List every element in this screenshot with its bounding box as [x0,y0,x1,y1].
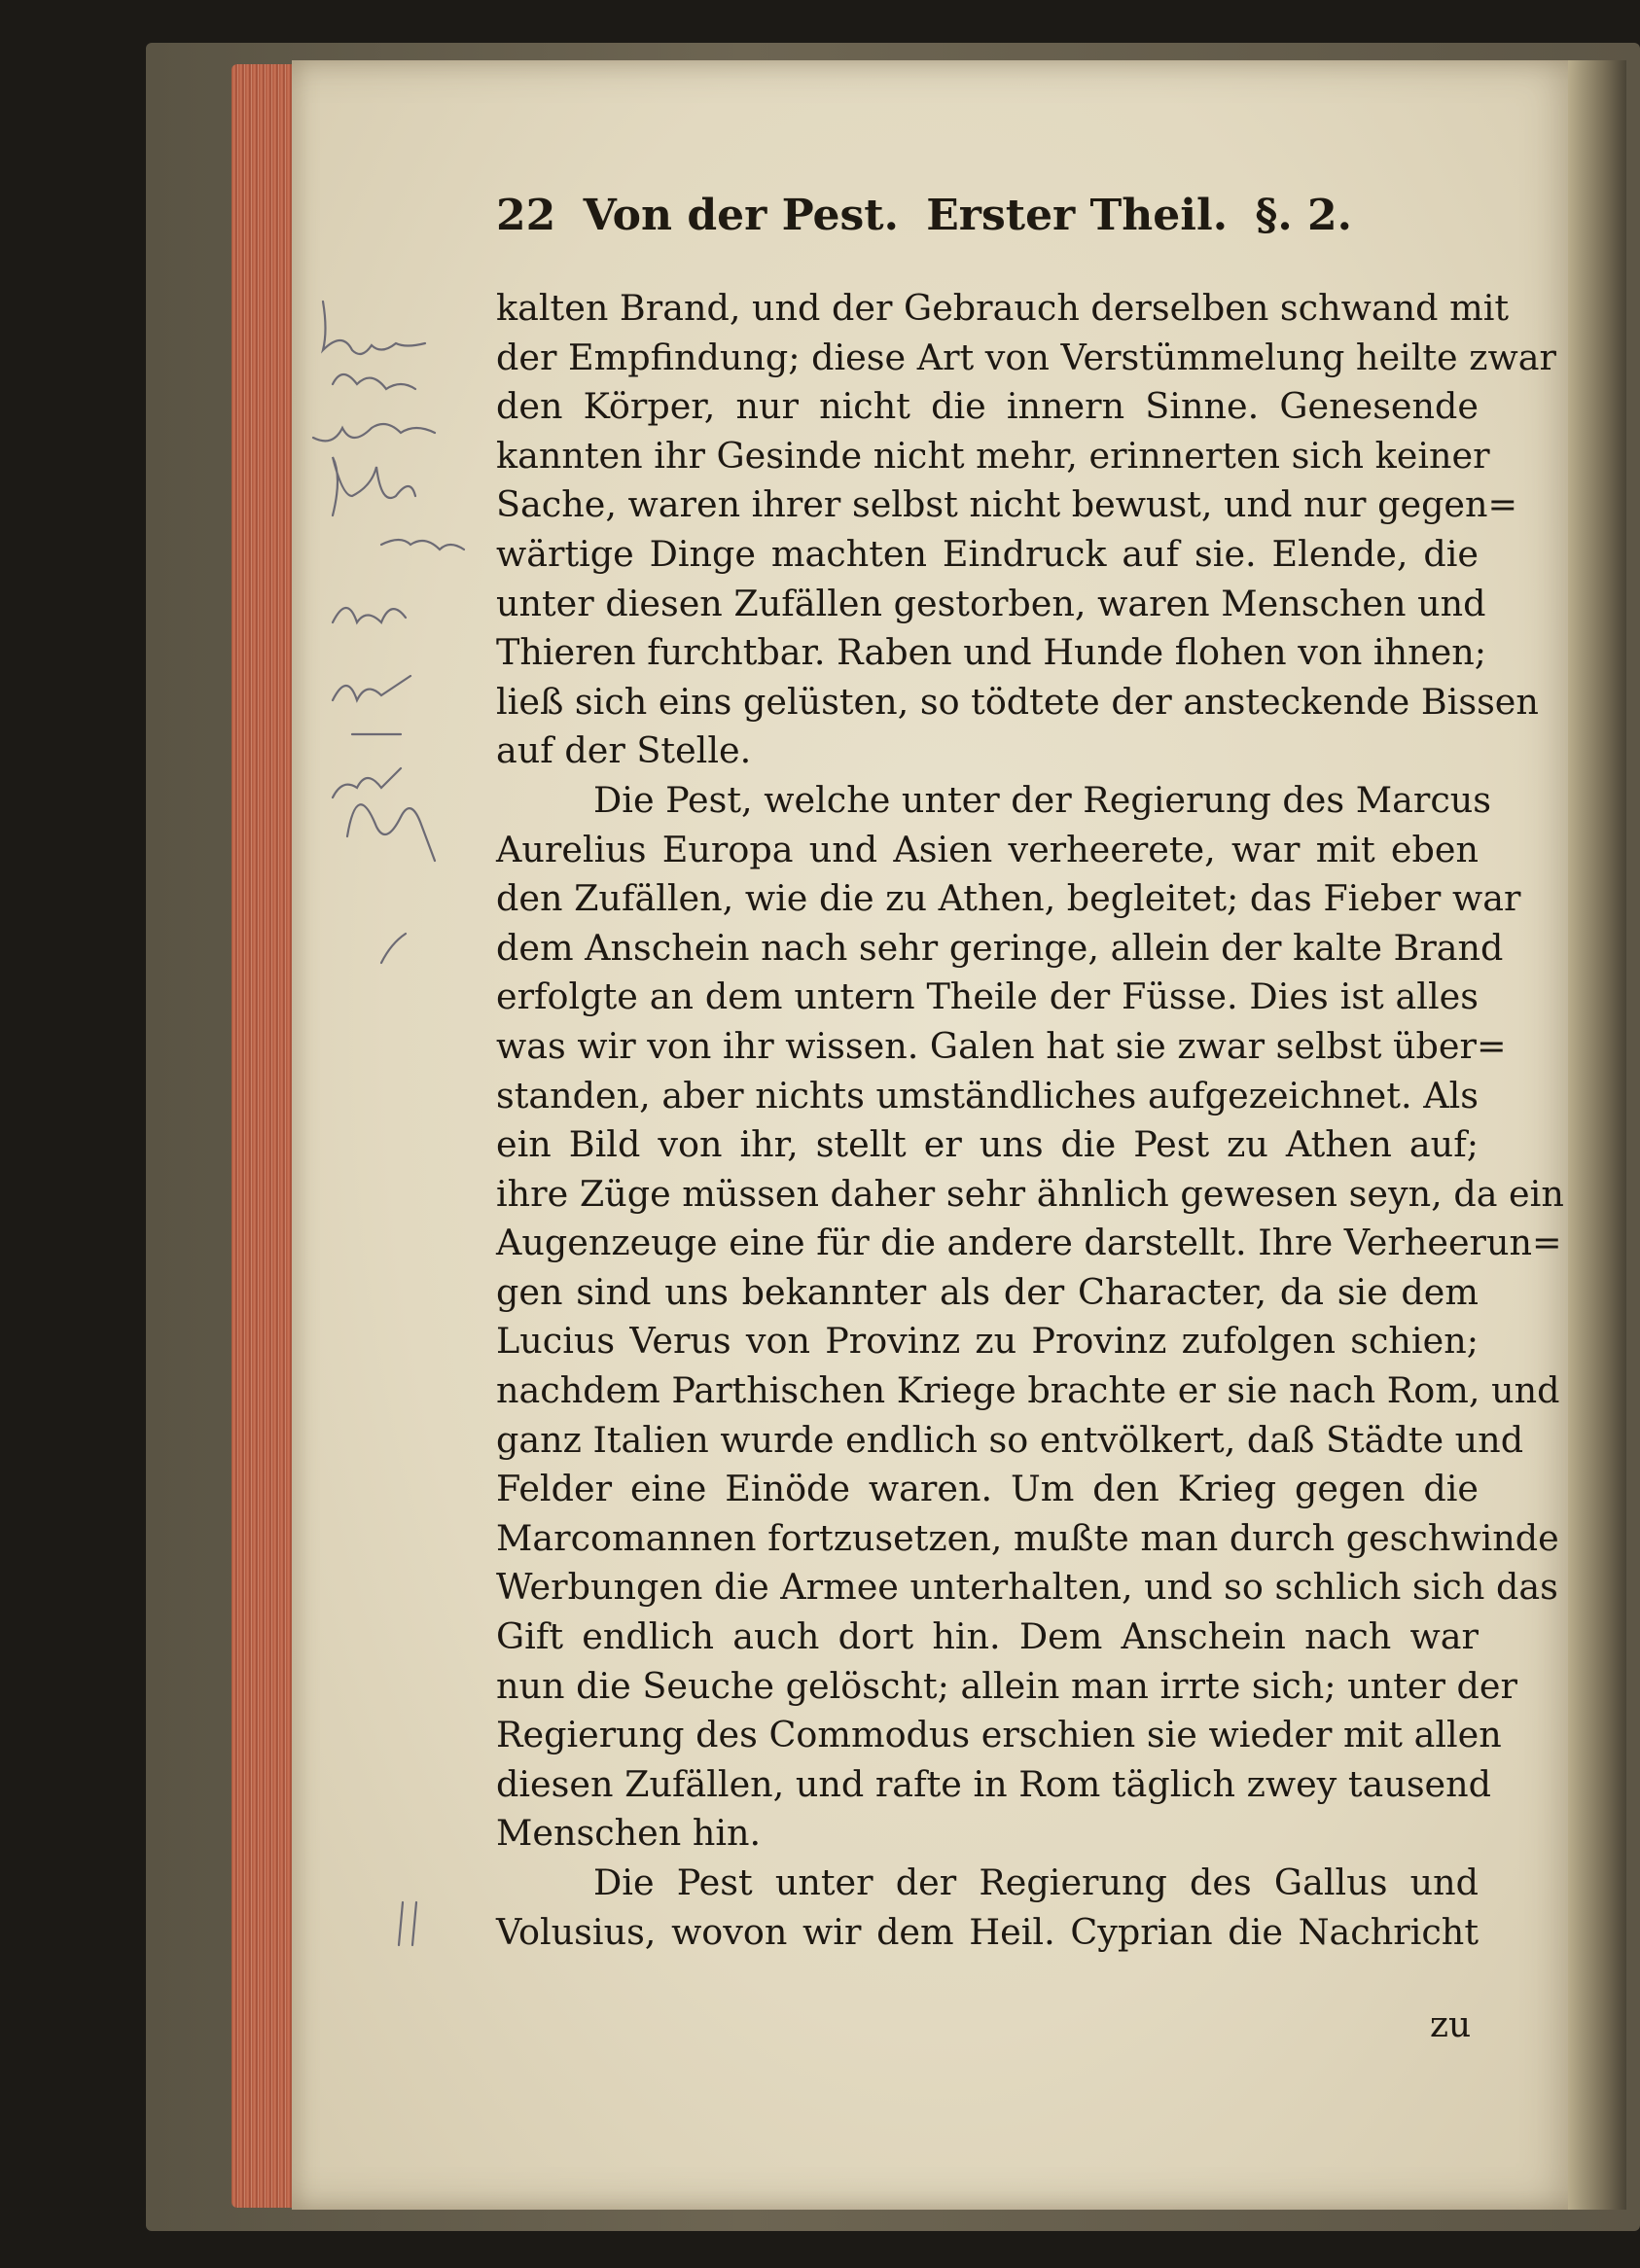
text-line: wärtige Dinge machten Eindruck auf sie. Elende, die [496,532,1479,575]
text-line: Menschen hin. [496,1812,762,1855]
catchword: zu [1430,2005,1472,2045]
running-title: Von der Pest. [583,191,899,240]
text-line: dem Anschein nach sehr geringe, allein der kalte Brand [496,926,1504,969]
text-line: unter diesen Zufällen gestorben, waren Menschen und [496,582,1486,624]
text-line: den Zufällen, wie die zu Athen, begleitet; das Fieber war [496,877,1521,920]
handwritten-margin-notes [303,292,498,973]
text-line: was wir von ihr wissen. Galen hat sie zwar selbst über= [496,1024,1507,1067]
text-line: diesen Zufällen, und rafte in Rom täglich zwey tausend [496,1762,1492,1805]
text-line: Lucius Verus von Provinz zu Provinz zufolgen schien; [496,1320,1479,1363]
text-line: nun die Seuche gelöscht; allein man irrte sich; unter der [496,1664,1517,1707]
text-line: erfolgte an dem untern Theile der Füsse. Dies ist alles [496,975,1479,1018]
running-section: §. 2. [1255,191,1352,240]
text-line: Thieren furchtbar. Raben und Hunde flohen von ihnen; [496,631,1487,674]
text-line: Volusius, wovon wir dem Heil. Cyprian die Nachricht [496,1910,1479,1953]
text-line: den Körper, nur nicht die innern Sinne. Genesende [496,385,1479,428]
running-part: Erster Theil. [926,191,1229,240]
text-line: Aurelius Europa und Asien verheerete, war mit eben [496,828,1479,870]
margin-pencil-mark [391,1895,430,1953]
running-head [496,191,1352,253]
text-line: Felder eine Einöde waren. Um den Krieg gegen die [496,1468,1479,1510]
text-line: Regierung des Commodus erschien sie wieder mit allen [496,1714,1502,1756]
page-number: 22 [496,191,556,240]
text-line: ganz Italien wurde endlich so entvölkert, daß Städte und [496,1418,1524,1461]
text-line: Die Pest unter der Regierung des Gallus und [593,1861,1479,1903]
page-gutter [1568,60,1626,2210]
text-line: gen sind uns bekannter als der Character, da sie dem [496,1270,1479,1313]
text-line: ihre Züge müssen daher sehr ähnlich gewesen seyn, da ein [496,1172,1564,1215]
text-line: Augenzeuge eine für die andere darstellt. Ihre Verheerun= [496,1222,1562,1264]
text-line: Sache, waren ihrer selbst nicht bewust, und nur gegen= [496,483,1518,526]
text-line: Werbungen die Armee unterhalten, und so schlich sich das [496,1566,1558,1609]
text-line: der Empfindung; diese Art von Verstümmelung heilte zwar [496,336,1556,378]
text-line: ein Bild von ihr, stellt er uns die Pest zu Athen auf; [496,1123,1479,1166]
text-line: kalten Brand, und der Gebrauch derselben schwand mit [496,287,1510,329]
text-line: standen, aber nichts umständliches aufgezeichnet. Als [496,1074,1479,1116]
body-text [496,284,1564,1957]
text-line: Gift endlich auch dort hin. Dem Anschein nach war [496,1615,1479,1658]
text-line: ließ sich eins gelüsten, so tödtete der ansteckende Bissen [496,680,1539,723]
text-line: nachdem Parthischen Kriege brachte er sie nach Rom, und [496,1369,1560,1412]
text-line: Die Pest, welche unter der Regierung des Marcus [593,778,1491,821]
text-line: auf der Stelle. [496,729,752,772]
text-line: kannten ihr Gesinde nicht mehr, erinnerten sich keiner [496,434,1490,477]
text-line: Marcomannen fortzusetzen, mußte man durch geschwinde [496,1516,1559,1559]
